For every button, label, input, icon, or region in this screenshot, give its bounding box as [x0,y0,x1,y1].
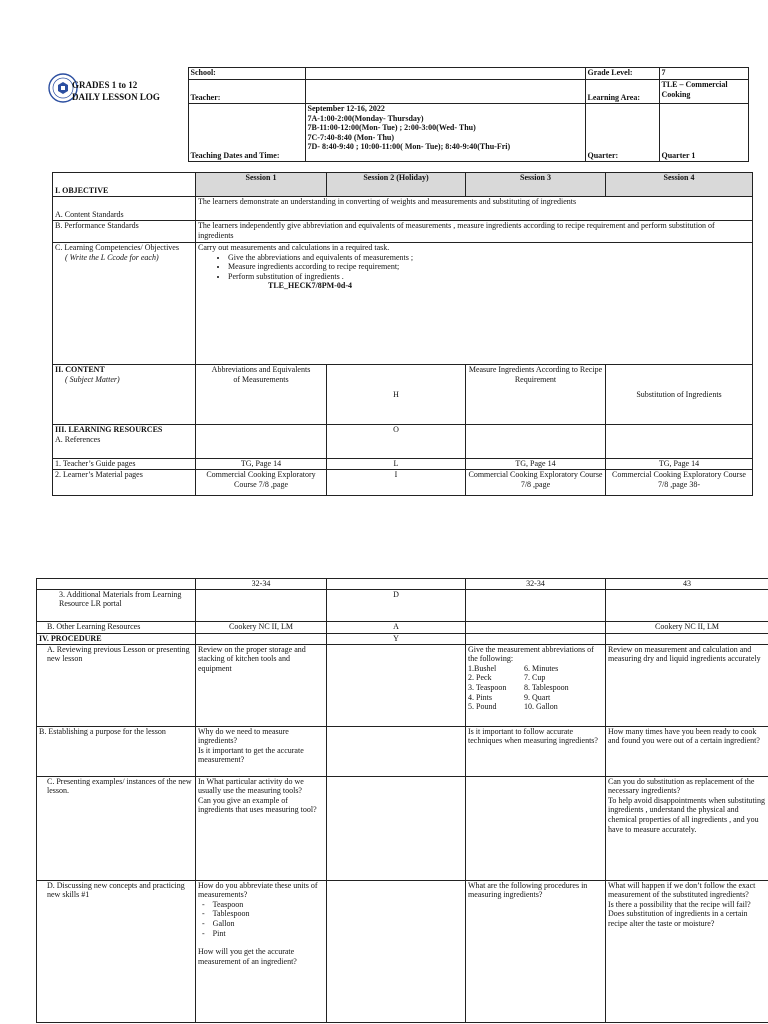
content-standards-label: A. Content Standards [53,197,196,221]
abbreviation-item: 1.Bushel [468,663,497,673]
reviewing-session-4: Review on measurement and calculation and measuring dry and liquid ingredients accurately [606,644,768,726]
lm-cont-session-4: 43 [606,579,768,590]
teacher-label: Teacher: [188,80,305,104]
holiday-letter: I [327,470,466,496]
lesson-table [52,172,753,496]
school-label: School: [188,68,305,80]
learning-area-value: TLE – Commercial Cooking [659,80,748,104]
school-value [305,68,585,80]
grade-level-value: 7 [659,68,748,80]
resources-heading-cell [53,425,196,459]
content-heading-cell [53,365,196,425]
purpose-session-4: How many times have you been ready to cook and found you were out of a certain ingredient? [606,726,768,776]
abbreviation-row [468,664,603,674]
holiday-letter: H [327,365,466,425]
dates-line: 7C-7:40-8:40 (Mon- Thu) [307,132,395,142]
unit-item: - Tablespoon [214,909,324,919]
holiday-letter: L [327,459,466,470]
discussing-session-3: What are the following procedures in measuring ingredients? [466,880,606,1022]
empty-cell [37,579,196,590]
empty-cell [196,425,327,459]
competencies-note: ( Write the L Ccode for each) [65,252,159,262]
examples-s1-line: In What particular activity do we usually use the measuring tools? [198,776,304,796]
lesson-table-page2 [36,578,768,1023]
teaching-dates-label: Teaching Dates and Time: [188,104,305,162]
purpose-session-3: Is it important to follow accurate techniques when measuring ingredients? [466,726,606,776]
discussing-s1-intro: How do you abbreviate these units of measurements? [198,880,318,900]
abbreviation-row [468,673,603,683]
header-block [36,67,749,162]
lm-session-3: Commercial Cooking Exploratory Course 7/8 ,page [466,470,606,496]
objective-heading: I. OBJECTIVE [53,173,196,197]
logo-cell [36,68,188,162]
empty-cell [466,776,606,880]
discussing-s1-outro: How will you get the accurate measurement of an ingredient? [198,947,297,966]
empty-cell [606,589,768,621]
lm-session-4: Commercial Cooking Exploratory Course 7/8 ,page 38- [606,470,753,496]
grade-level-label: Grade Level: [585,68,659,80]
competency-item: • Measure ingredients according to recipe requirement; [228,262,750,272]
discussing-s4-line: What will happen if we don’t follow the exact measurement of the substituted ingredients? [608,880,756,900]
empty-cell [196,633,327,644]
abbreviation-item: 8. Tablespoon [524,682,569,692]
empty-cell [327,776,466,880]
reviewing-lesson-label: A. Reviewing previous Lesson or presenting new lesson [37,644,196,726]
holiday-letter: A [327,621,466,633]
empty-cell [327,726,466,776]
abbreviation-item: 7. Cup [524,673,546,683]
discussing-concepts-label: D. Discussing new concepts and practicing new skills #1 [37,880,196,1022]
content-session-1: Abbreviations and Equivalents of Measurements [196,365,327,425]
abbreviation-row [468,693,603,703]
empty-cell [196,589,327,621]
empty-cell [466,425,606,459]
discussing-session-4 [606,880,768,1022]
abbreviation-row [468,702,603,712]
session-2-header: Session 2 (Holiday) [327,173,466,197]
teacher-value [305,80,585,104]
content-heading: II. CONTENT [55,365,105,374]
presenting-examples-label: C. Presenting examples/ instances of the new lesson. [37,776,196,880]
quarter-label: Quarter: [585,104,659,162]
teaching-dates-value [305,104,585,162]
tg-session-3: TG, Page 14 [466,459,606,470]
examples-session-4 [606,776,768,880]
form-title [72,79,160,103]
other-resources-session-1: Cookery NC II, LM [196,621,327,633]
abbreviation-item: 3. Teaspoon [468,682,507,692]
competency-item: • Give the abbreviations and equivalents of measurements ; [228,253,750,263]
abbreviation-intro: Give the measurement abbreviations of the following: [468,644,594,664]
lesson-table-continued [36,578,768,1023]
dates-line: 7D- 8:40-9:40 ; 10:00-11:00( Mon- Tue); 8:40-9:40(Thu-Fri) [307,142,511,152]
lm-cont-session-3: 32-34 [466,579,606,590]
procedure-heading: IV. PROCEDURE [37,633,196,644]
examples-s4-line: To help avoid disappointments when substituting ingredients , understand the physical and chemical properties of all ingredients , and you have to measure accurately. [608,795,765,834]
form-title-line1: GRADES 1 to 12 [72,79,138,90]
establishing-purpose-label: B. Establishing a purpose for the lesson [37,726,196,776]
competency-code: TLE_HECK7/8PM-0d-4 [268,281,353,291]
reviewing-session-3 [466,644,606,726]
learning-competencies-text [196,243,753,365]
holiday-letter: O [327,425,466,459]
abbreviation-row [468,683,603,693]
page-break [0,508,768,578]
abbreviation-item: 4. Pints [468,692,493,702]
discussing-s4-line: Is there a possibility that the recipe will fail? [608,899,751,909]
session-4-header: Session 4 [606,173,753,197]
dates-line: 7B-11:00-12:00(Mon- Tue) ; 2:00-3:00(Wed- Thu) [307,123,476,133]
lm-session-1: Commercial Cooking Exploratory Course 7/8 ,page [196,470,327,496]
competencies-intro: Carry out measurements and calculations in a required task. [198,243,390,252]
additional-materials-label: 3. Additional Materials from Learning Resource LR portal [37,589,196,621]
other-resources-session-4: Cookery NC II, LM [606,621,768,633]
examples-s1-line: Can you give an example of ingredients that uses measuring tool? [198,795,317,815]
examples-session-1 [196,776,327,880]
empty-cell [327,644,466,726]
abbreviation-item: 5. Pound [468,702,497,712]
purpose-session-1 [196,726,327,776]
holiday-letter: D [327,589,466,621]
learning-competencies-label [53,243,196,365]
teachers-guide-label: 1. Teacher’s Guide pages [53,459,196,470]
content-session-3: Measure Ingredients According to Recipe Requirement [466,365,606,425]
unit-item: - Pint [214,929,324,939]
discussing-s4-line: Does substitution of ingredients in a certain recipe alter the taste or moisture? [608,909,748,928]
dates-line: 7A-1:00-2:00(Monday- Thursday) [307,113,424,123]
session-3-header: Session 3 [466,173,606,197]
empty-cell [327,880,466,1022]
content-subheading: ( Subject Matter) [65,374,120,384]
examples-s4-line: Can you do substitution as replacement of the necessary ingredients? [608,776,755,796]
unit-item: - Teaspoon [214,900,324,910]
reviewing-session-1: Review on the proper storage and stacking of kitchen tools and equipment [196,644,327,726]
other-resources-label: B. Other Learning Resources [37,621,196,633]
discussing-session-1 [196,880,327,1022]
learning-area-label: Learning Area: [585,80,659,104]
purpose-s1-line: Why do we need to measure ingredients? [198,726,289,746]
competencies-label-text: C. Learning Competencies/ Objectives [55,243,179,252]
competencies-list [198,253,750,282]
quarter-value: Quarter 1 [659,104,748,162]
header-table [36,67,749,162]
form-title-line2: DAILY LESSON LOG [72,91,160,102]
lm-cont-session-1: 32-34 [196,579,327,590]
unit-item: - Gallon [214,919,324,929]
purpose-s1-line: Is it important to get the accurate measurement? [198,745,304,765]
abbreviation-item: 2. Peck [468,673,492,683]
performance-standards-text: The learners independently give abbreviation and equivalents of measurements , measure ingredients according to recipe requirement and perform substitution of ingredients [196,221,753,243]
references-label: A. References [55,434,101,444]
competency-item: • Perform substitution of ingredients . [228,272,750,282]
empty-cell [606,425,753,459]
learners-material-label: 2. Learner’s Material pages [53,470,196,496]
content-session-4: Substitution of Ingredients [606,365,753,425]
abbreviation-item: 10. Gallon [524,702,558,712]
lesson-table-page1 [52,172,753,496]
content-standards-text: The learners demonstrate an understanding in converting of weights and measurements and substituting of ingredients [196,197,753,221]
empty-cell [606,633,768,644]
units-list [198,900,324,938]
empty-cell [327,579,466,590]
dates-line: September 12-16, 2022 [307,104,385,113]
tg-session-4: TG, Page 14 [606,459,753,470]
abbreviation-item: 9. Quart [524,692,551,702]
empty-cell [466,589,606,621]
performance-standards-label: B. Performance Standards [53,221,196,243]
holiday-letter: Y [327,633,466,644]
resources-heading: III. LEARNING RESOURCES [55,425,163,434]
tg-session-1: TG, Page 14 [196,459,327,470]
empty-cell [466,621,606,633]
session-1-header: Session 1 [196,173,327,197]
abbreviation-item: 6. Minutes [524,663,559,673]
empty-cell [466,633,606,644]
